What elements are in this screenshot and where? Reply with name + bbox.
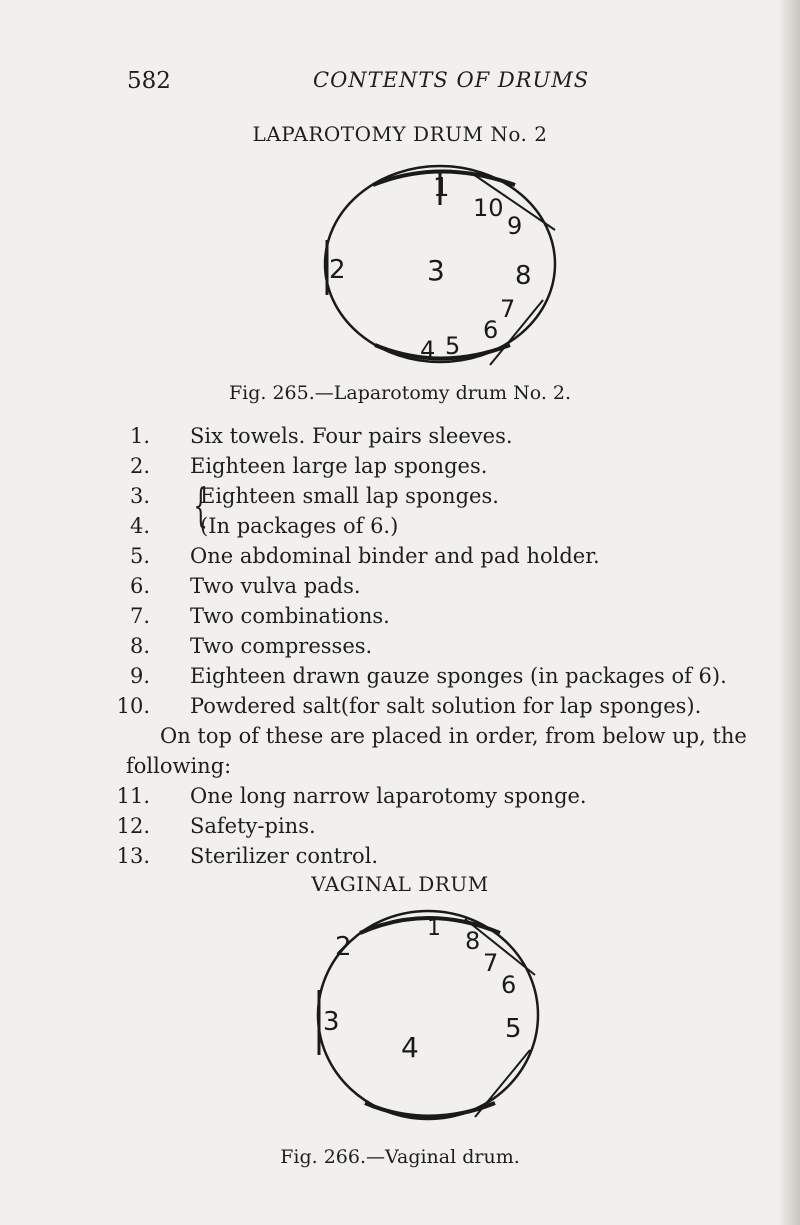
- compartment-number: 5: [505, 1014, 522, 1044]
- item-number: 7.: [129, 604, 150, 628]
- laparotomy-drum-heading: LAPAROTOMY DRUM No. 2: [252, 122, 548, 146]
- drum-rim-bottom: [365, 1103, 495, 1117]
- running-head: CONTENTS OF DRUMS: [313, 68, 590, 92]
- compartment-number: 7: [500, 295, 516, 323]
- drum-rim-bottom: [375, 345, 510, 359]
- compartment-number: 10: [473, 194, 504, 222]
- laparotomy-drum-diagram: [315, 160, 575, 375]
- figure-265-caption: Fig. 265.—Laparotomy drum No. 2.: [228, 382, 572, 404]
- compartment-number: 7: [483, 949, 499, 977]
- grouping-brace: {: [193, 478, 208, 532]
- compartment-number: 1: [433, 173, 450, 203]
- compartment-number: 2: [329, 255, 346, 285]
- item-text: Safety-pins.: [190, 814, 316, 838]
- item-number: 6.: [129, 574, 150, 598]
- item-number: 1.: [129, 424, 150, 448]
- item-text: Eighteen drawn gauze sponges (in packages of 6).: [190, 664, 727, 688]
- item-text: Sterilizer control.: [190, 844, 379, 868]
- compartment-number: 8: [465, 927, 481, 955]
- compartment-number: 2: [335, 932, 352, 962]
- item-text: Two combinations.: [190, 604, 390, 628]
- compartment-number: 1: [427, 916, 441, 941]
- paragraph-line: On top of these are placed in order, from below up, the: [160, 724, 747, 748]
- item-number: 11.: [116, 784, 150, 808]
- paragraph-line: following:: [126, 754, 232, 778]
- compartment-number: 8: [515, 261, 532, 291]
- item-number: 8.: [129, 634, 150, 658]
- figure-266-caption: Fig. 266.—Vaginal drum.: [280, 1146, 520, 1168]
- item-text: Six towels. Four pairs sleeves.: [190, 424, 513, 448]
- vaginal-drum-diagram: [305, 905, 555, 1130]
- item-number: 9.: [129, 664, 150, 688]
- vaginal-drum-heading: VAGINAL DRUM: [311, 872, 489, 896]
- compartment-number: 6: [483, 316, 499, 344]
- item-text: (In packages of 6.): [200, 514, 399, 538]
- item-text: Two vulva pads.: [190, 574, 361, 598]
- item-number: 10.: [116, 694, 150, 718]
- item-text: Two compresses.: [190, 634, 373, 658]
- item-number: 13.: [116, 844, 150, 868]
- item-text: One long narrow laparotomy sponge.: [190, 784, 587, 808]
- item-number: 3.: [129, 484, 150, 508]
- compartment-number: 3: [427, 254, 445, 287]
- item-text: Eighteen large lap sponges.: [190, 454, 488, 478]
- item-number: 2.: [129, 454, 150, 478]
- item-text: Powdered salt(for salt solution for lap sponges).: [190, 694, 702, 718]
- item-number: 4.: [129, 514, 150, 538]
- compartment-number: 6: [501, 971, 517, 999]
- divider-line: [475, 1050, 530, 1117]
- item-text: One abdominal binder and pad holder.: [190, 544, 600, 568]
- compartment-number: 3: [323, 1007, 340, 1037]
- compartment-number: 9: [507, 212, 523, 240]
- compartment-number: 4: [420, 336, 436, 364]
- compartment-number: 5: [445, 332, 461, 360]
- item-number: 12.: [116, 814, 150, 838]
- page-number: 582: [127, 68, 171, 94]
- page-edge-shadow: [778, 0, 800, 1225]
- item-text: Eighteen small lap sponges.: [200, 484, 499, 508]
- compartment-number: 4: [401, 1031, 419, 1064]
- item-number: 5.: [129, 544, 150, 568]
